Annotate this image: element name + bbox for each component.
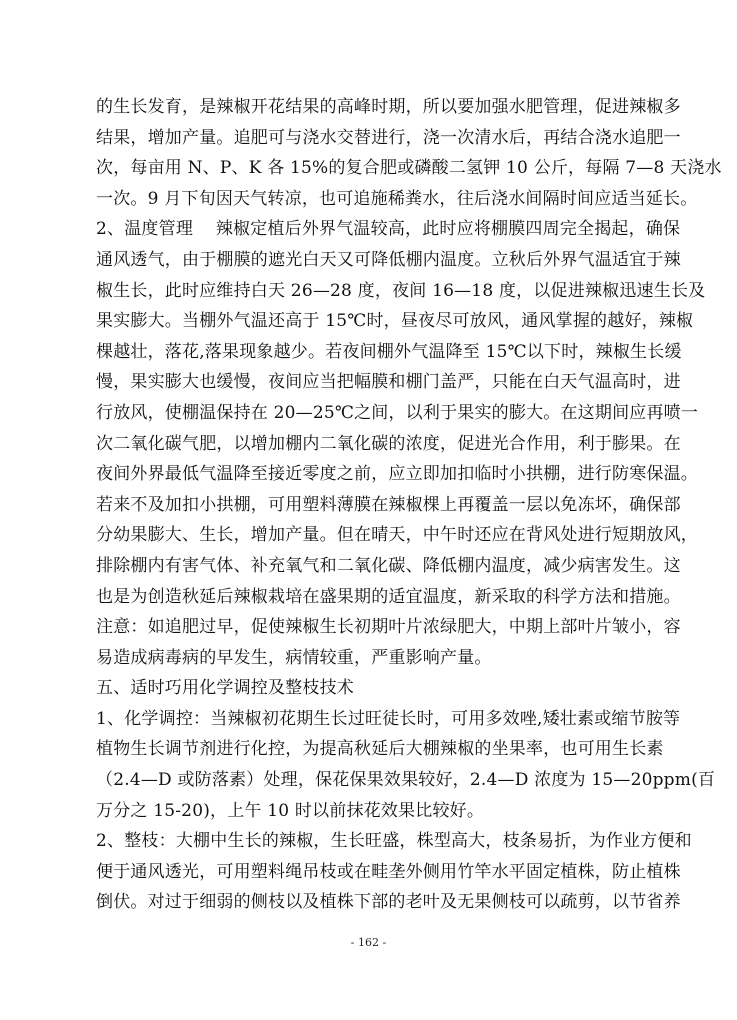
text-line: 一次。9 月下旬因天气转凉，也可追施稀粪水，往后浇水间隔时间应适当延长。 bbox=[96, 188, 698, 209]
text-line: 2、温度管理 辣椒定植后外界气温较高，此时应将棚膜四周完全揭起，确保 bbox=[96, 219, 681, 240]
text-line: 万分之 15-20)，上午 10 时以前抹花效果比较好。 bbox=[96, 800, 485, 821]
page-number: - 162 - bbox=[350, 936, 387, 949]
text-line: 易造成病毒病的早发生，病情较重，严重影响产量。 bbox=[96, 647, 492, 668]
text-line: 注意：如追肥过早，促使辣椒生长初期叶片浓绿肥大，中期上部叶片皱小，容 bbox=[96, 617, 681, 638]
text-line: 1、化学调控：当辣椒初花期生长过旺徒长时，可用多效唑,矮壮素或缩节胺等 bbox=[96, 708, 681, 729]
document-body bbox=[96, 92, 722, 918]
text-line: 椒生长，此时应维持白天 26—28 度，夜间 16—18 度，以促进辣椒迅速生长及 bbox=[96, 280, 706, 301]
text-line: 棵越壮，落花,落果现象越少。若夜间棚外气温降至 15℃以下时，辣椒生长缓 bbox=[96, 341, 682, 362]
text-line: 结果，增加产量。追肥可与浇水交替进行，浇一次清水后，再结合浇水追肥一 bbox=[96, 127, 681, 148]
text-line: 倒伏。对过于细弱的侧枝以及植株下部的老叶及无果侧枝可以疏剪，以节省养 bbox=[96, 892, 681, 913]
text-line: 五、适时巧用化学调控及整枝技术 bbox=[96, 678, 354, 699]
text-line: 也是为创造秋延后辣椒栽培在盛果期的适宜温度，新采取的科学方法和措施。 bbox=[96, 586, 681, 607]
text-line: （2.4—D 或防落素）处理，保花保果效果较好，2.4—D 浓度为 15—20ppm(百 bbox=[96, 770, 716, 791]
text-line: 植物生长调节剂进行化控，为提高秋延后大棚辣椒的坐果率，也可用生长素 bbox=[96, 739, 664, 760]
text-line: 便于通风透光，可用塑料绳吊枝或在畦垄外侧用竹竿水平固定植株，防止植株 bbox=[96, 861, 681, 882]
text-line: 分幼果膨大、生长，增加产量。但在晴天，中午时还应在背风处进行短期放风， bbox=[96, 525, 698, 546]
text-line: 通风透气，由于棚膜的遮光白天又可降低棚内温度。立秋后外界气温适宜于辣 bbox=[96, 249, 681, 270]
text-line: 排除棚内有害气体、补充氧气和二氧化碳、降低棚内温度，减少病害发生。这 bbox=[96, 555, 681, 576]
text-line: 慢，果实膨大也缓慢，夜间应当把幅膜和棚门盖严，只能在白天气温高时，进 bbox=[96, 372, 681, 393]
text-line: 次，每亩用 N、P、K 各 15%的复合肥或磷酸二氢钾 10 公斤，每隔 7—8 天浇水 bbox=[96, 158, 722, 179]
text-line: 行放风，使棚温保持在 20—25℃之间，以利于果实的膨大。在这期间应再喷一 bbox=[96, 402, 699, 423]
text-line: 若来不及加扣小拱棚，可用塑料薄膜在辣椒棵上再覆盖一层以免冻坏，确保部 bbox=[96, 494, 681, 515]
text-line: 2、整枝：大棚中生长的辣椒，生长旺盛，株型高大，枝条易折，为作业方便和 bbox=[96, 831, 692, 852]
text-line: 的生长发育，是辣椒开花结果的高峰时期，所以要加强水肥管理，促进辣椒多 bbox=[96, 97, 681, 117]
text-line: 夜间外界最低气温降至接近零度之前，应立即加扣临时小拱棚，进行防寒保温。 bbox=[96, 464, 698, 485]
text-line: 果实膨大。当棚外气温还高于 15℃时，昼夜尽可放风，通风掌握的越好，辣椒 bbox=[96, 311, 694, 332]
text-line: 次二氧化碳气肥，以增加棚内二氧化碳的浓度，促进光合作用，利于膨果。在 bbox=[96, 433, 681, 454]
